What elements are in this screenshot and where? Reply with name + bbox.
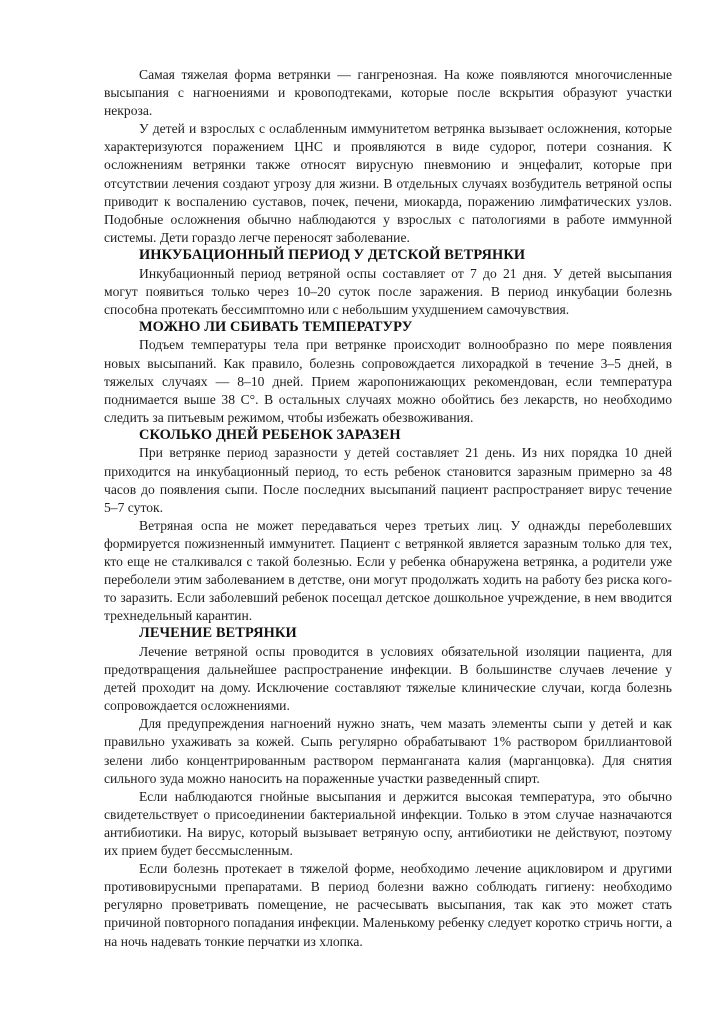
- paragraph-skin-care: Для предупреждения нагноений нужно знать, чем мазать элементы сыпи у детей и как правильно ухаживать за кожей. Сыпь регулярно обрабатывают 1% раствором бриллиантовой зелени либо концентрированным раствором перманганата калия (марганцовка). Для снятия сильного зуда можно наносить на пораженные участки разведенный спирт.: [104, 716, 672, 786]
- paragraph-temperature: Подъем температуры тела при ветрянке происходит волнообразно по мере появления новых высыпаний. Как правило, болезнь сопровождается лихорадкой в течение 3–5 дней, в тяжелых случаях — 8–10 дней. Прием жаропонижающих рекомендован, если температура поднимается выше 38 С°. В остальных случаях можно обойтись без лекарств, но необходимо следить за питьевым режимом, чтобы избежать обезвоживания.: [104, 337, 672, 425]
- document-page: [104, 66, 672, 951]
- paragraph-isolation: Лечение ветряной оспы проводится в условиях обязательной изоляции пациента, для предотвращения дальнейшее распространение инфекции. В большинстве случаев лечение у детей проходит на дому. Исключение составляют тяжелые клинические случаи, когда болезнь сопровождается осложнениями.: [104, 644, 672, 714]
- paragraph-immunity: Ветряная оспа не может передаваться через третьих лиц. У однажды переболевших формируется пожизненный иммунитет. Пациент с ветрянкой является заразным только для тех, кто еще не сталкивался с такой болезнью. Если у ребенка обнаружена ветрянка, а родители уже переболели этим заболеванием в детстве, они могут продолжать ходить на работу без риска кого-то заразить. Если заболевший ребенок посещал детское дошкольное учреждение, в нем вводится трехнедельный карантин.: [104, 517, 672, 624]
- heading-temperature: МОЖНО ЛИ СБИВАТЬ ТЕМПЕРАТУРУ: [139, 318, 413, 335]
- heading-treatment: ЛЕЧЕНИЕ ВЕТРЯНКИ: [139, 625, 297, 642]
- heading-contagious-days: СКОЛЬКО ДНЕЙ РЕБЕНОК ЗАРАЗЕН: [139, 426, 401, 443]
- paragraph-antiviral-hygiene: Если болезнь протекает в тяжелой форме, необходимо лечение ацикловиром и другими противовирусными препаратами. В период болезни важно соблюдать гигиену: необходимо регулярно проветривать помещение, не расчесывать высыпания, так как это может стать причиной повторного попадания инфекции. Маленькому ребенку следует коротко стричь ногти, а на ночь надевать тонкие перчатки из хлопка.: [104, 861, 672, 949]
- heading-incubation-period: ИНКУБАЦИОННЫЙ ПЕРИОД У ДЕТСКОЙ ВЕТРЯНКИ: [139, 246, 526, 263]
- paragraph-incubation: Инкубационный период ветряной оспы составляет от 7 до 21 дня. У детей высыпания могут появиться только через 10–20 суток после заражения. В период инкубации болезнь способна протекать бессимптомно или с небольшим ухудшением самочувствия.: [104, 265, 672, 317]
- paragraph-contagious-period: При ветрянке период заразности у детей составляет 21 день. Из них порядка 10 дней приходится на инкубационный период, то есть ребенок становится заразным примерно за 48 часов до появления сыпи. После последних высыпаний пациент распространяет вирус течение 5–7 суток.: [104, 445, 672, 515]
- paragraph-complications: У детей и взрослых с ослабленным иммунитетом ветрянка вызывает осложнения, которые характеризуются поражением ЦНС и проявляются в виде судорог, потери сознания. К осложнениям ветрянки также относят вирусную пневмонию и энцефалит, которые при отсутствии лечения создают угрозу для жизни. В отдельных случаях возбудитель ветряной оспы приводит к воспалению суставов, почек, печени, миокарда, поражению лимфатических узлов. Подобные осложнения обычно наблюдаются у взрослых с патологиями в работе иммунной системы. Дети гораздо легче переносят заболевание.: [104, 121, 672, 245]
- paragraph-gangrenous-form: Самая тяжелая форма ветрянки — гангренозная. На коже появляются многочисленные высыпания с нагноениями и кровоподтеками, которые после вскрытия образуют участки некроза.: [104, 67, 672, 119]
- paragraph-antibiotics: Если наблюдаются гнойные высыпания и держится высокая температура, это обычно свидетельствует о присоединении бактериальной инфекции. Только в этом случае назначаются антибиотики. На вирус, который вызывает ветряную оспу, антибиотики не действуют, поэтому их прием будет бессмысленным.: [104, 788, 672, 859]
